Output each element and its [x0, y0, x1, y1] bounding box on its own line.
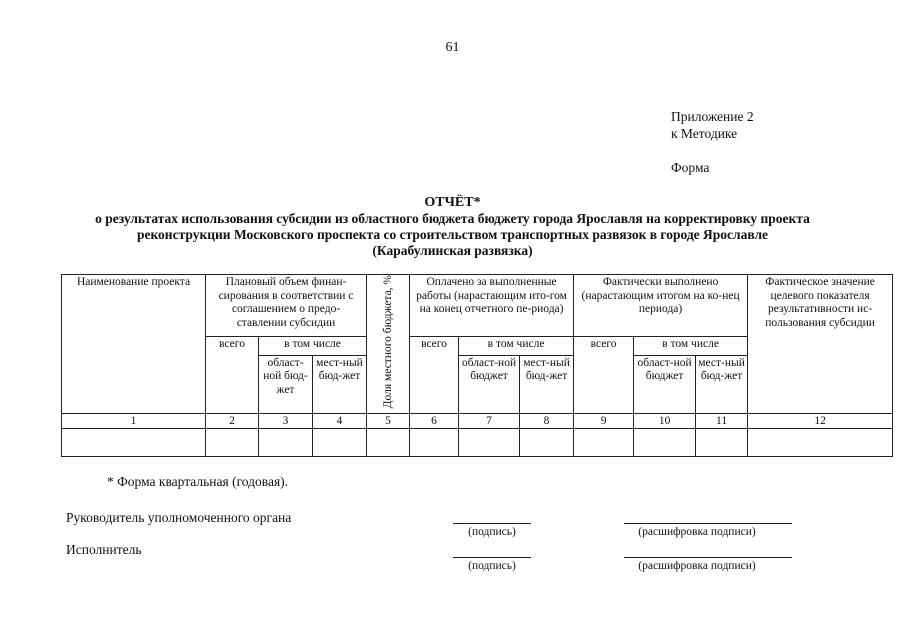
table-cell: [696, 428, 748, 456]
table-cell: [367, 428, 410, 456]
column-number: 4: [313, 413, 367, 428]
column-numbers-row: [62, 413, 893, 428]
header-including-paid: в том числе: [459, 337, 574, 356]
table-cell: [410, 428, 459, 456]
column-number: 5: [367, 413, 410, 428]
signature-caption: (подпись): [468, 560, 516, 572]
column-number: 11: [696, 413, 748, 428]
form-label: Форма: [671, 160, 710, 175]
decode-line: [624, 523, 792, 524]
report-table: [61, 274, 893, 457]
header-target-value: Фактическое значение целевого показателя результативности ис-пользования субсидии: [748, 275, 893, 414]
table-cell: [62, 428, 206, 456]
header-total-paid: всего: [410, 337, 459, 414]
column-number: 9: [574, 413, 634, 428]
header-local-plan: мест-ный бюд-жет: [313, 355, 367, 413]
report-title: [0, 195, 905, 259]
column-number: 1: [62, 413, 206, 428]
table-cell: [459, 428, 520, 456]
column-number: 6: [410, 413, 459, 428]
column-number: 8: [520, 413, 574, 428]
executor-label: Исполнитель: [66, 542, 142, 557]
page-number: 61: [445, 40, 460, 55]
column-number: 12: [748, 413, 893, 428]
data-row-empty: [62, 428, 893, 456]
column-number: 2: [206, 413, 259, 428]
table-cell: [520, 428, 574, 456]
decode-caption: (расшифровка подписи): [638, 526, 756, 538]
header-total-actual: всего: [574, 337, 634, 414]
column-number: 3: [259, 413, 313, 428]
header-regional-paid: област-ной бюджет: [459, 355, 520, 413]
header-actual: Фактически выполнено (нарастающим итогом на ко-нец периода): [574, 275, 748, 337]
decode-caption: (расшифровка подписи): [638, 560, 756, 572]
header-including-actual: в том числе: [634, 337, 748, 356]
appendix-line-1: Приложение 2: [671, 109, 754, 124]
header-regional-plan: област-ной бюд-жет: [259, 355, 313, 413]
table-cell: [206, 428, 259, 456]
title-line-3: реконструкции Московского проспекта со строительством транспортных развязок в городе Ярославле: [136, 227, 769, 242]
header-total-plan: всего: [206, 337, 259, 414]
header-local-share: Доля местного бюджета, %: [367, 275, 410, 414]
table-cell: [634, 428, 696, 456]
column-number: 10: [634, 413, 696, 428]
appendix-note: [671, 108, 754, 142]
signature-line: [453, 523, 531, 524]
header-local-actual: мест-ный бюд-жет: [696, 355, 748, 413]
decode-line: [624, 557, 792, 558]
table-cell: [748, 428, 893, 456]
header-including-plan: в том числе: [259, 337, 367, 356]
appendix-line-2: к Методике: [671, 126, 738, 141]
header-local-paid: мест-ный бюд-жет: [520, 355, 574, 413]
header-paid: Оплачено за выполненные работы (нарастающим ито-гом на конец отчетного пе-риода): [410, 275, 574, 337]
footnote: * Форма квартальная (годовая).: [107, 474, 289, 489]
title-line-4: (Карабулинская развязка): [372, 243, 533, 258]
header-regional-actual: област-ной бюджет: [634, 355, 696, 413]
column-number: 7: [459, 413, 520, 428]
head-signature-label: Руководитель уполномоченного органа: [66, 510, 292, 525]
header-planned-funding: Плановый объем финан-сирования в соответствии с соглашением о предо-ставлении субсидии: [206, 275, 367, 337]
header-project-name: Наименование проекта: [62, 275, 206, 414]
table-cell: [313, 428, 367, 456]
signature-caption: (подпись): [468, 526, 516, 538]
title-line-1: ОТЧЁТ*: [424, 195, 481, 210]
table-cell: [259, 428, 313, 456]
table-cell: [574, 428, 634, 456]
title-line-2: о результатах использования субсидии из областного бюджета бюджету города Ярославля на корректировку проекта: [95, 211, 810, 226]
signature-line: [453, 557, 531, 558]
